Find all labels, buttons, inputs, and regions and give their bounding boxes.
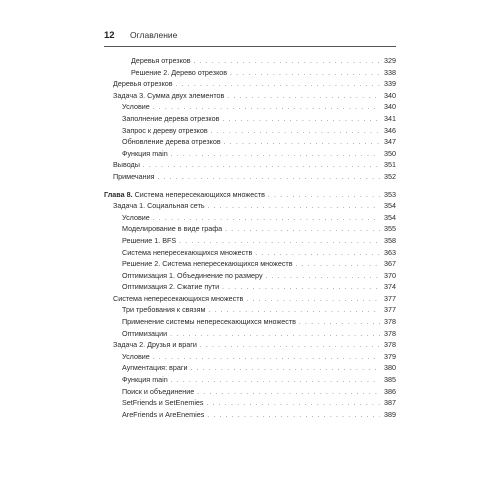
- toc-entry-page: 340: [384, 90, 396, 100]
- toc-entry-page: 378: [384, 328, 396, 338]
- toc-entry-page: 379: [384, 351, 396, 361]
- toc-entry-label: Обновление дерева отрезков: [122, 137, 221, 147]
- toc-entry[interactable]: [104, 409, 396, 421]
- toc-entry-page: 352: [384, 171, 396, 181]
- toc-entry-page: 358: [384, 235, 396, 245]
- toc-entry-page: 386: [384, 386, 396, 396]
- toc-entry-label: Система непересекающихся множеств: [113, 293, 244, 303]
- toc-entry-page: 347: [384, 137, 396, 147]
- toc-entry-label: Система непересекающихся множеств: [122, 247, 253, 257]
- toc-entry-label: Поиск и объединение: [122, 386, 195, 396]
- toc-entry[interactable]: [104, 247, 396, 259]
- toc-entry[interactable]: [104, 67, 396, 79]
- toc-entry-label: Условие: [122, 351, 150, 361]
- toc-entry[interactable]: [104, 78, 396, 90]
- toc-entry[interactable]: [104, 235, 396, 247]
- toc-entry[interactable]: [104, 362, 396, 374]
- header-rule: [104, 46, 396, 47]
- toc-entry-page: 387: [384, 398, 396, 408]
- toc-entry-page: 355: [384, 224, 396, 234]
- toc-entry-label: Оптимизация 1. Объединение по размеру: [122, 270, 263, 280]
- toc-entry-page: 338: [384, 67, 396, 77]
- toc-entry[interactable]: [104, 293, 396, 305]
- table-of-contents: [104, 55, 396, 420]
- toc-entry-label: AreFriends и AreEnemies: [122, 409, 205, 419]
- toc-entry-label: Задача 1. Социальная сеть: [113, 201, 205, 211]
- dot-leader: [207, 411, 380, 423]
- toc-entry-page: 329: [384, 56, 396, 65]
- toc-entry-label: Деревья отрезков: [131, 56, 191, 65]
- toc-entry-label: Функция main: [122, 375, 168, 385]
- toc-entry-page: 389: [384, 409, 396, 419]
- toc-entry-page: 378: [384, 340, 396, 350]
- toc-entry[interactable]: [104, 200, 396, 212]
- toc-entry-page: 340: [384, 102, 396, 112]
- chapter-heading[interactable]: [104, 189, 396, 201]
- toc-entry[interactable]: [104, 90, 396, 102]
- toc-entry[interactable]: [104, 223, 396, 235]
- toc-entry-label: Выводы: [113, 160, 140, 170]
- toc-entry-page: 354: [384, 212, 396, 222]
- page-number: 12: [104, 30, 115, 41]
- toc-entry-label: Функция main: [122, 148, 168, 158]
- toc-entry-label: Оптимизации: [122, 328, 168, 338]
- toc-entry-page: 339: [384, 79, 396, 89]
- toc-entry-page: 363: [384, 247, 396, 257]
- toc-entry-label: Решение 2. Система непересекающихся множеств: [122, 259, 293, 269]
- toc-entry[interactable]: [104, 386, 396, 398]
- toc-entry-label: Три требования к связям: [122, 305, 206, 315]
- chapter-page: 353: [384, 189, 396, 199]
- toc-entry-page: 370: [384, 270, 396, 280]
- toc-entry-label: Решение 2. Дерево отрезков: [131, 67, 228, 77]
- toc-entry-page: 367: [384, 259, 396, 269]
- toc-entry[interactable]: [104, 148, 396, 160]
- chapter-number: Глава 8.: [104, 189, 133, 199]
- toc-entry-label: Примечания: [113, 171, 155, 181]
- toc-section-top: [104, 55, 396, 183]
- toc-entry-label: Аугментация: враги: [122, 363, 188, 373]
- toc-entry-page: 377: [384, 293, 396, 303]
- toc-entry[interactable]: [104, 316, 396, 328]
- toc-entry-page: 346: [384, 125, 396, 135]
- toc-entry-label: Решение 1. BFS: [122, 235, 177, 245]
- toc-entry[interactable]: [104, 55, 396, 67]
- toc-entry-page: 354: [384, 201, 396, 211]
- toc-entry-label: Оптимизация 2. Сжатие пути: [122, 282, 220, 292]
- toc-entry[interactable]: [104, 212, 396, 224]
- toc-entry-page: 374: [384, 282, 396, 292]
- toc-entry-label: Условие: [122, 102, 150, 112]
- page-header: [104, 30, 396, 44]
- toc-entry[interactable]: [104, 339, 396, 351]
- toc-entry-label: Задача 3. Сумма двух элементов: [113, 90, 225, 100]
- toc-entry-label: Запрос к дереву отрезков: [122, 125, 208, 135]
- toc-entry[interactable]: [104, 113, 396, 125]
- chapter-title: Система непересекающихся множеств: [134, 189, 265, 199]
- toc-section-chapter: [104, 200, 396, 420]
- toc-entry[interactable]: [104, 374, 396, 386]
- toc-entry-page: 377: [384, 305, 396, 315]
- toc-entry[interactable]: [104, 159, 396, 171]
- toc-entry-label: SetFriends и SetEnemies: [122, 398, 204, 408]
- toc-entry[interactable]: [104, 258, 396, 270]
- toc-entry[interactable]: [104, 281, 396, 293]
- chapter-heading-label: [104, 189, 266, 201]
- toc-entry[interactable]: [104, 101, 396, 113]
- toc-entry-page: 380: [384, 363, 396, 373]
- toc-entry[interactable]: [104, 328, 396, 340]
- toc-entry[interactable]: [104, 125, 396, 137]
- toc-entry-label: Заполнение дерева отрезков: [122, 113, 220, 123]
- running-title: Оглавление: [130, 30, 178, 40]
- toc-entry[interactable]: [104, 397, 396, 409]
- toc-entry[interactable]: [104, 136, 396, 148]
- toc-entry-label: Деревья отрезков: [113, 79, 173, 89]
- toc-entry-label: Условие: [122, 212, 150, 222]
- toc-entry-page: 378: [384, 317, 396, 327]
- toc-entry-page: 341: [384, 113, 396, 123]
- toc-entry-page: 385: [384, 375, 396, 385]
- toc-entry[interactable]: [104, 304, 396, 316]
- toc-entry-label: Моделирование в виде графа: [122, 224, 223, 234]
- toc-entry-page: 350: [384, 148, 396, 158]
- toc-entry-page: 351: [384, 160, 396, 170]
- dot-leader: [158, 173, 381, 185]
- toc-entry[interactable]: [104, 351, 396, 363]
- toc-entry-label: Задача 2. Друзья и враги: [113, 340, 197, 350]
- toc-entry-label: Применение системы непересекающихся множеств: [122, 317, 296, 327]
- toc-entry[interactable]: [104, 171, 396, 183]
- toc-entry[interactable]: [104, 270, 396, 282]
